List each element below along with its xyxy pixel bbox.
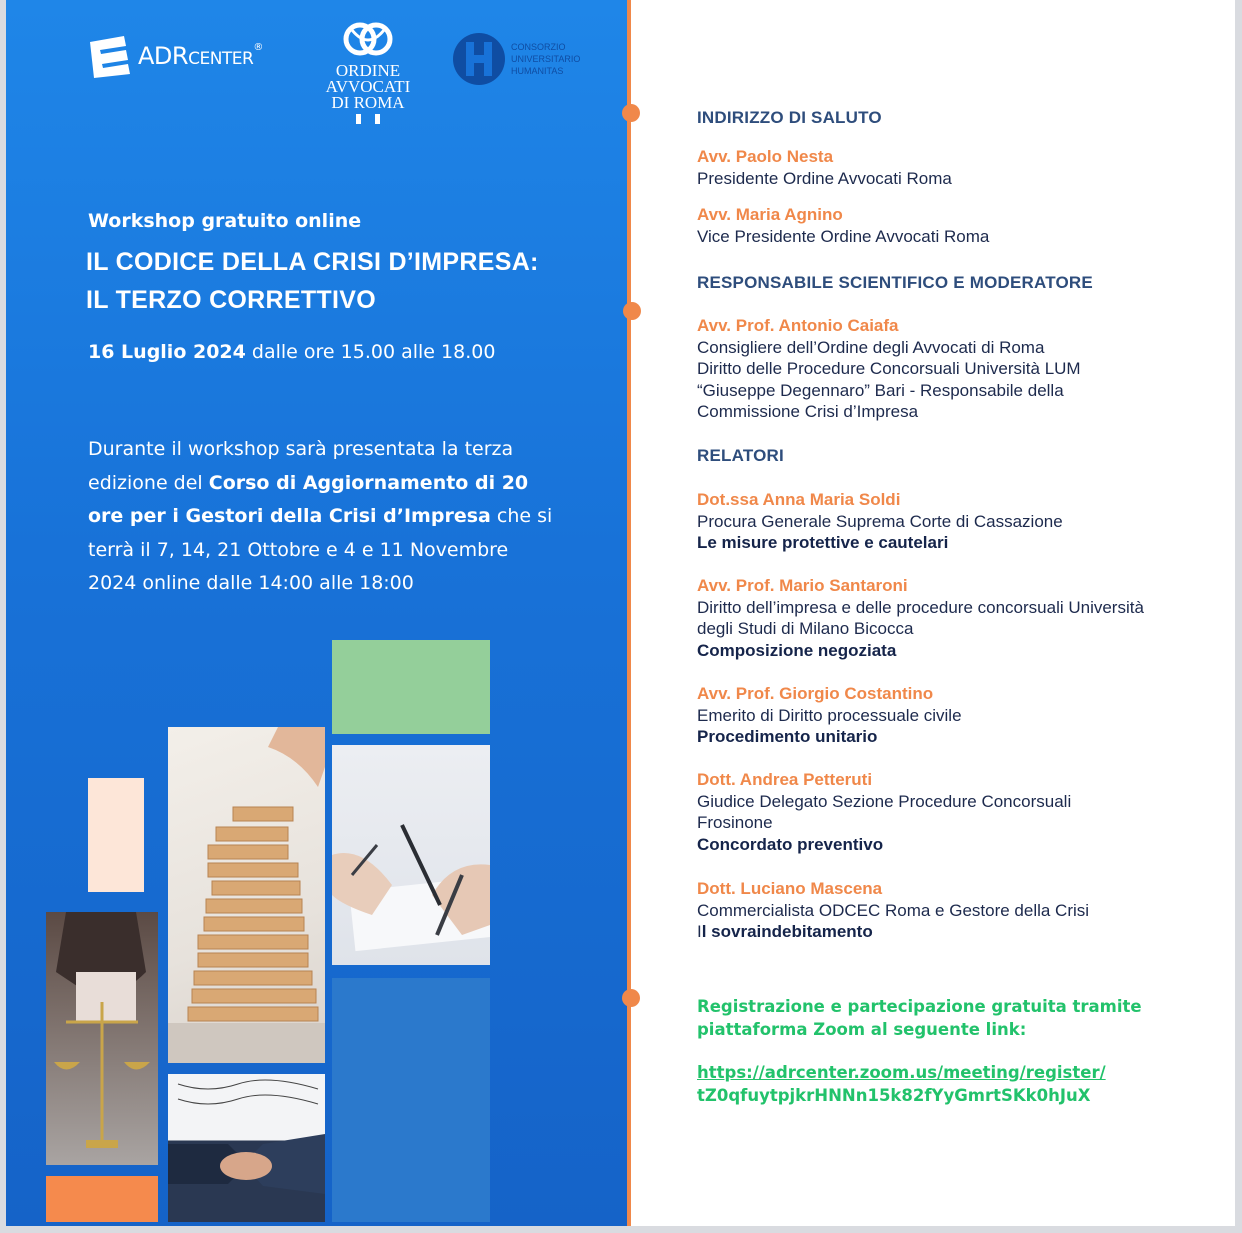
handshake-photo xyxy=(168,1074,325,1222)
speaker-name: Dott. Luciano Mascena xyxy=(697,879,883,898)
speaker-block-2 xyxy=(697,575,1144,661)
pens-document-image xyxy=(332,745,490,965)
speaker-name: Avv. Prof. Mario Santaroni xyxy=(697,576,908,595)
speaker-name: Dot.ssa Anna Maria Soldi xyxy=(697,490,901,509)
greeting-speaker-2 xyxy=(697,204,989,247)
speaker-role-line: Giudice Delegato Sezione Procedure Concorsuali xyxy=(697,791,1072,811)
adr-center-logo xyxy=(86,34,263,78)
columns-icon xyxy=(348,112,388,124)
zoom-registration-link[interactable] xyxy=(697,1061,1106,1107)
ordine-line-2: AVVOCATI xyxy=(325,77,411,96)
link-line-1[interactable]: https://adrcenter.zoom.us/meeting/register/ xyxy=(697,1063,1106,1082)
speaker-block-4 xyxy=(697,769,1071,855)
speaker-role-line: Diritto delle Procedure Concorsuali Università LUM xyxy=(697,359,1081,379)
consorzio-text: CONSORZIO UNIVERSITARIO HUMANITAS xyxy=(511,42,581,76)
speaker-topic: Il sovraindebitamento xyxy=(697,922,873,942)
handshake-image xyxy=(168,1074,325,1222)
timeline-dot-1 xyxy=(622,104,640,122)
adr-logo-icon xyxy=(86,34,130,78)
speaker-name: Avv. Paolo Nesta xyxy=(697,147,834,166)
speaker-role-line: Consigliere dell’Ordine degli Avvocati di Roma xyxy=(697,337,1045,357)
blue-tile xyxy=(332,978,490,1222)
speaker-role: Presidente Ordine Avvocati Roma xyxy=(697,168,952,188)
event-date: 16 Luglio 2024 dalle ore 15.00 alle 18.00 xyxy=(88,341,496,363)
speaker-name: Dott. Andrea Petteruti xyxy=(697,770,873,789)
scientific-responsible xyxy=(697,315,1081,423)
speaker-role-line: Procura Generale Suprema Corte di Cassazione xyxy=(697,511,1063,531)
speaker-role-line: Commissione Crisi d’Impresa xyxy=(697,402,919,422)
ordine-avvocati-logo xyxy=(318,20,418,129)
speaker-topic: Concordato preventivo xyxy=(697,834,884,854)
speaker-role: Vice Presidente Ordine Avvocati Roma xyxy=(697,226,990,246)
section-greeting-heading: INDIRIZZO DI SALUTO xyxy=(697,108,882,127)
registration-line-1: Registrazione e partecipazione gratuita tramite xyxy=(697,997,1142,1016)
consorzio-humanitas-logo xyxy=(451,30,580,88)
jenga-tower-image xyxy=(168,727,325,1063)
speaker-topic: Le misure protettive e cautelari xyxy=(697,533,949,553)
speaker-role-line: Diritto dell’impresa e delle procedure concorsuali Università xyxy=(697,597,1144,617)
orange-tile xyxy=(46,1176,158,1222)
speaker-block-3 xyxy=(697,683,962,748)
speaker-role-line: Emerito di Diritto processuale civile xyxy=(697,705,962,725)
speaker-role-line: “Giuseppe Degennaro” Bari - Responsabile della xyxy=(697,380,1064,400)
event-title xyxy=(86,243,539,319)
green-tile xyxy=(332,640,490,734)
peach-tile xyxy=(88,778,144,892)
speaker-topic: Procedimento unitario xyxy=(697,727,878,747)
humanitas-emblem-icon xyxy=(451,30,507,88)
section-speakers-heading: RELATORI xyxy=(697,446,784,465)
workshop-eyebrow: Workshop gratuito online xyxy=(88,210,362,232)
section-scientific-heading: RESPONSABILE SCIENTIFICO E MODERATORE xyxy=(697,273,1093,292)
speaker-name: Avv. Prof. Antonio Caiafa xyxy=(697,316,899,335)
speaker-role-line: Frosinone xyxy=(697,813,773,833)
speaker-block-5 xyxy=(697,878,1089,943)
registration-line-2: piattaforma Zoom al seguente link: xyxy=(697,1020,1027,1039)
speaker-role-line: degli Studi di Milano Bicocca xyxy=(697,619,914,639)
course-description: Durante il workshop sarà presentata la terza edizione del Corso di Aggiornamento di 20 ore per i Gestori della Crisi d’Impresa che si terrà il 7, 14, 21 Ottobre e 4 e 11 Novembre 2024 online dalle 14:00 alle 18:00 xyxy=(88,438,553,594)
left-panel xyxy=(6,0,631,1226)
adr-logo-text: ADRCENTER® xyxy=(138,42,263,70)
event-title-line-2: IL TERZO CORRETTIVO xyxy=(86,286,376,314)
timeline-dot-2 xyxy=(623,302,641,320)
scales-of-justice-image xyxy=(46,912,158,1165)
ordine-emblem-icon xyxy=(340,20,396,58)
speaker-name: Avv. Prof. Giorgio Costantino xyxy=(697,684,934,703)
speaker-name: Avv. Maria Agnino xyxy=(697,205,843,224)
speaker-role-line: Commercialista ODCEC Roma e Gestore della Crisi xyxy=(697,900,1090,920)
link-line-2[interactable]: tZ0qfuytpjkrHNNn15k82fYyGmrtSKk0hJuX xyxy=(697,1086,1091,1105)
greeting-speaker-1 xyxy=(697,146,952,189)
signing-photo xyxy=(332,745,490,965)
event-title-line-1: IL CODICE DELLA CRISI D’IMPRESA: xyxy=(86,248,539,276)
registration-info xyxy=(697,995,1142,1041)
ordine-line-3: DI ROMA xyxy=(331,93,405,112)
scales-justice-photo xyxy=(46,912,158,1165)
timeline-dot-3 xyxy=(622,989,640,1007)
ordine-line-1: ORDINE xyxy=(335,61,401,80)
speaker-topic: Composizione negoziata xyxy=(697,640,897,660)
jenga-photo xyxy=(168,727,325,1063)
speaker-block-1 xyxy=(697,489,1063,554)
